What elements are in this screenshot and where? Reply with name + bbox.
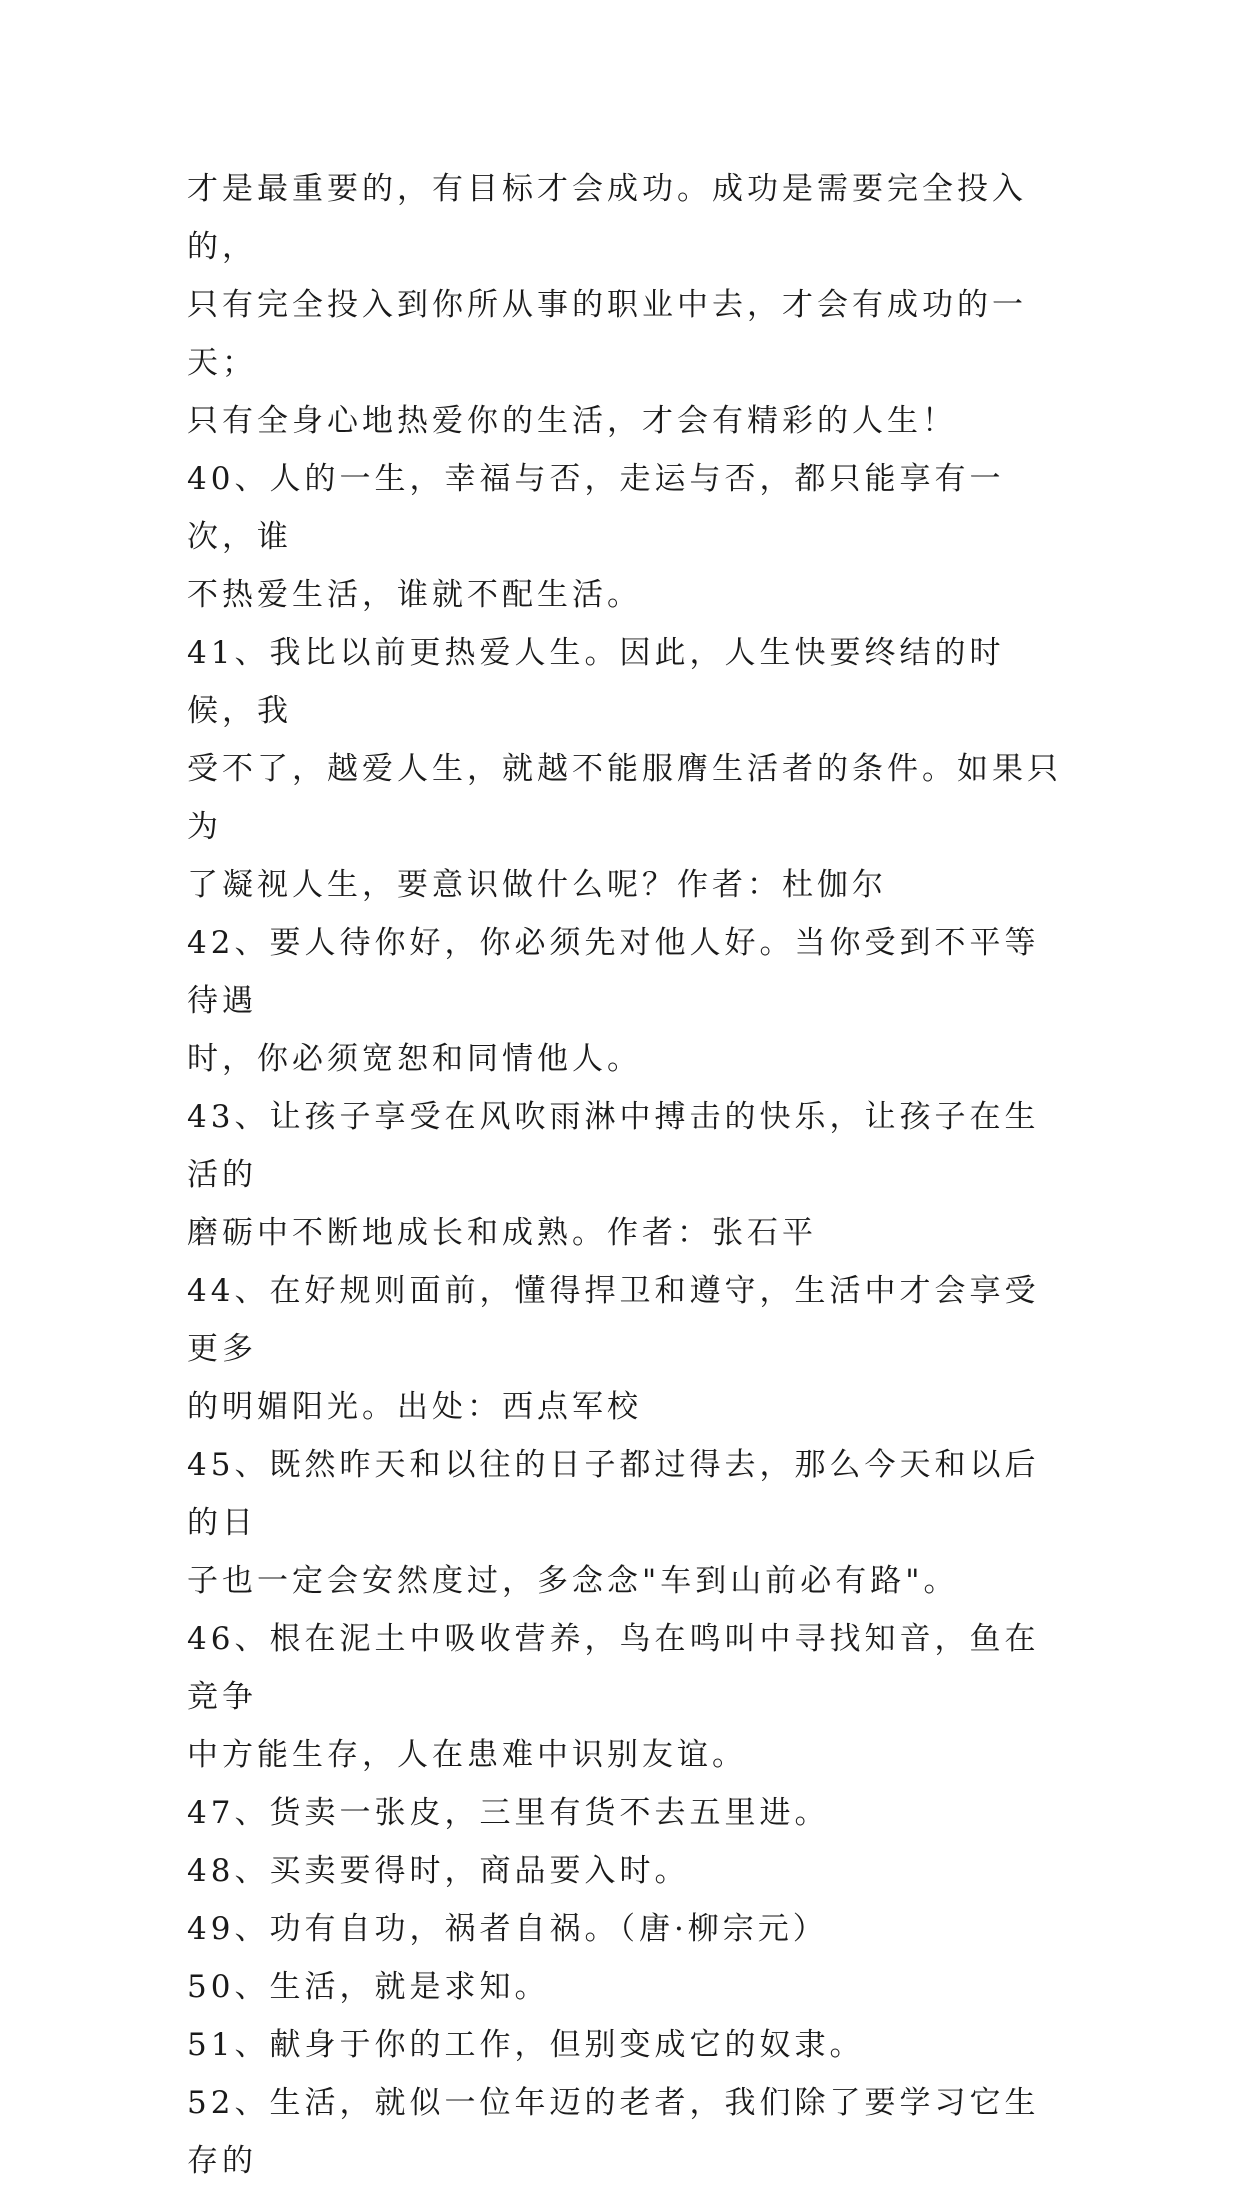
paragraph-52: 52、生活，就似一位年迈的老者，我们除了要学习它生存的 — [187, 2085, 1040, 2179]
paragraph-46: 46、根在泥土中吸收营养，鸟在鸣叫中寻找知音，鱼在竞争 中方能生存，人在患难中识别友谊。 — [187, 1621, 1040, 1773]
paragraph-45: 45、既然昨天和以往的日子都过得去，那么今天和以后的日 子也一定会安然度过，多念念"车到山前必有路"。 — [187, 1447, 1040, 1599]
paragraph-40: 40、人的一生，幸福与否，走运与否，都只能享有一次，谁 不热爱生活，谁就不配生活。 — [187, 461, 1005, 613]
paragraph-49: 49、功有自功，祸者自祸。（唐·柳宗元） — [187, 1911, 828, 1947]
paragraph-50: 50、生活，就是求知。 — [187, 1969, 550, 2005]
paragraph-42: 42、要人待你好，你必须先对他人好。当你受到不平等待遇 时，你必须宽恕和同情他人。 — [187, 925, 1040, 1077]
paragraph-41: 41、我比以前更热爱人生。因此，人生快要终结的时候，我 受不了，越爱人生，就越不能服膺生活者的条件。如果只为 了凝视人生，要意识做什么呢？作者：杜伽尔 — [187, 635, 1062, 903]
paragraph-43: 43、让孩子享受在风吹雨淋中搏击的快乐，让孩子在生活的 磨砺中不断地成长和成熟。作者：张石平 — [187, 1099, 1040, 1251]
document-body — [187, 160, 1067, 2190]
paragraph-51: 51、献身于你的工作，但别变成它的奴隶。 — [187, 2027, 865, 2063]
paragraph-48: 48、买卖要得时，商品要入时。 — [187, 1853, 690, 1889]
paragraph-47: 47、货卖一张皮，三里有货不去五里进。 — [187, 1795, 830, 1831]
paragraph-continuation: 才是最重要的，有目标才会成功。成功是需要完全投入的， 只有完全投入到你所从事的职业中去，才会有成功的一天； 只有全身心地热爱你的生活，才会有精彩的人生！ — [187, 171, 1027, 439]
paragraph-44: 44、在好规则面前，懂得捍卫和遵守，生活中才会享受更多 的明媚阳光。出处：西点军校 — [187, 1273, 1040, 1425]
